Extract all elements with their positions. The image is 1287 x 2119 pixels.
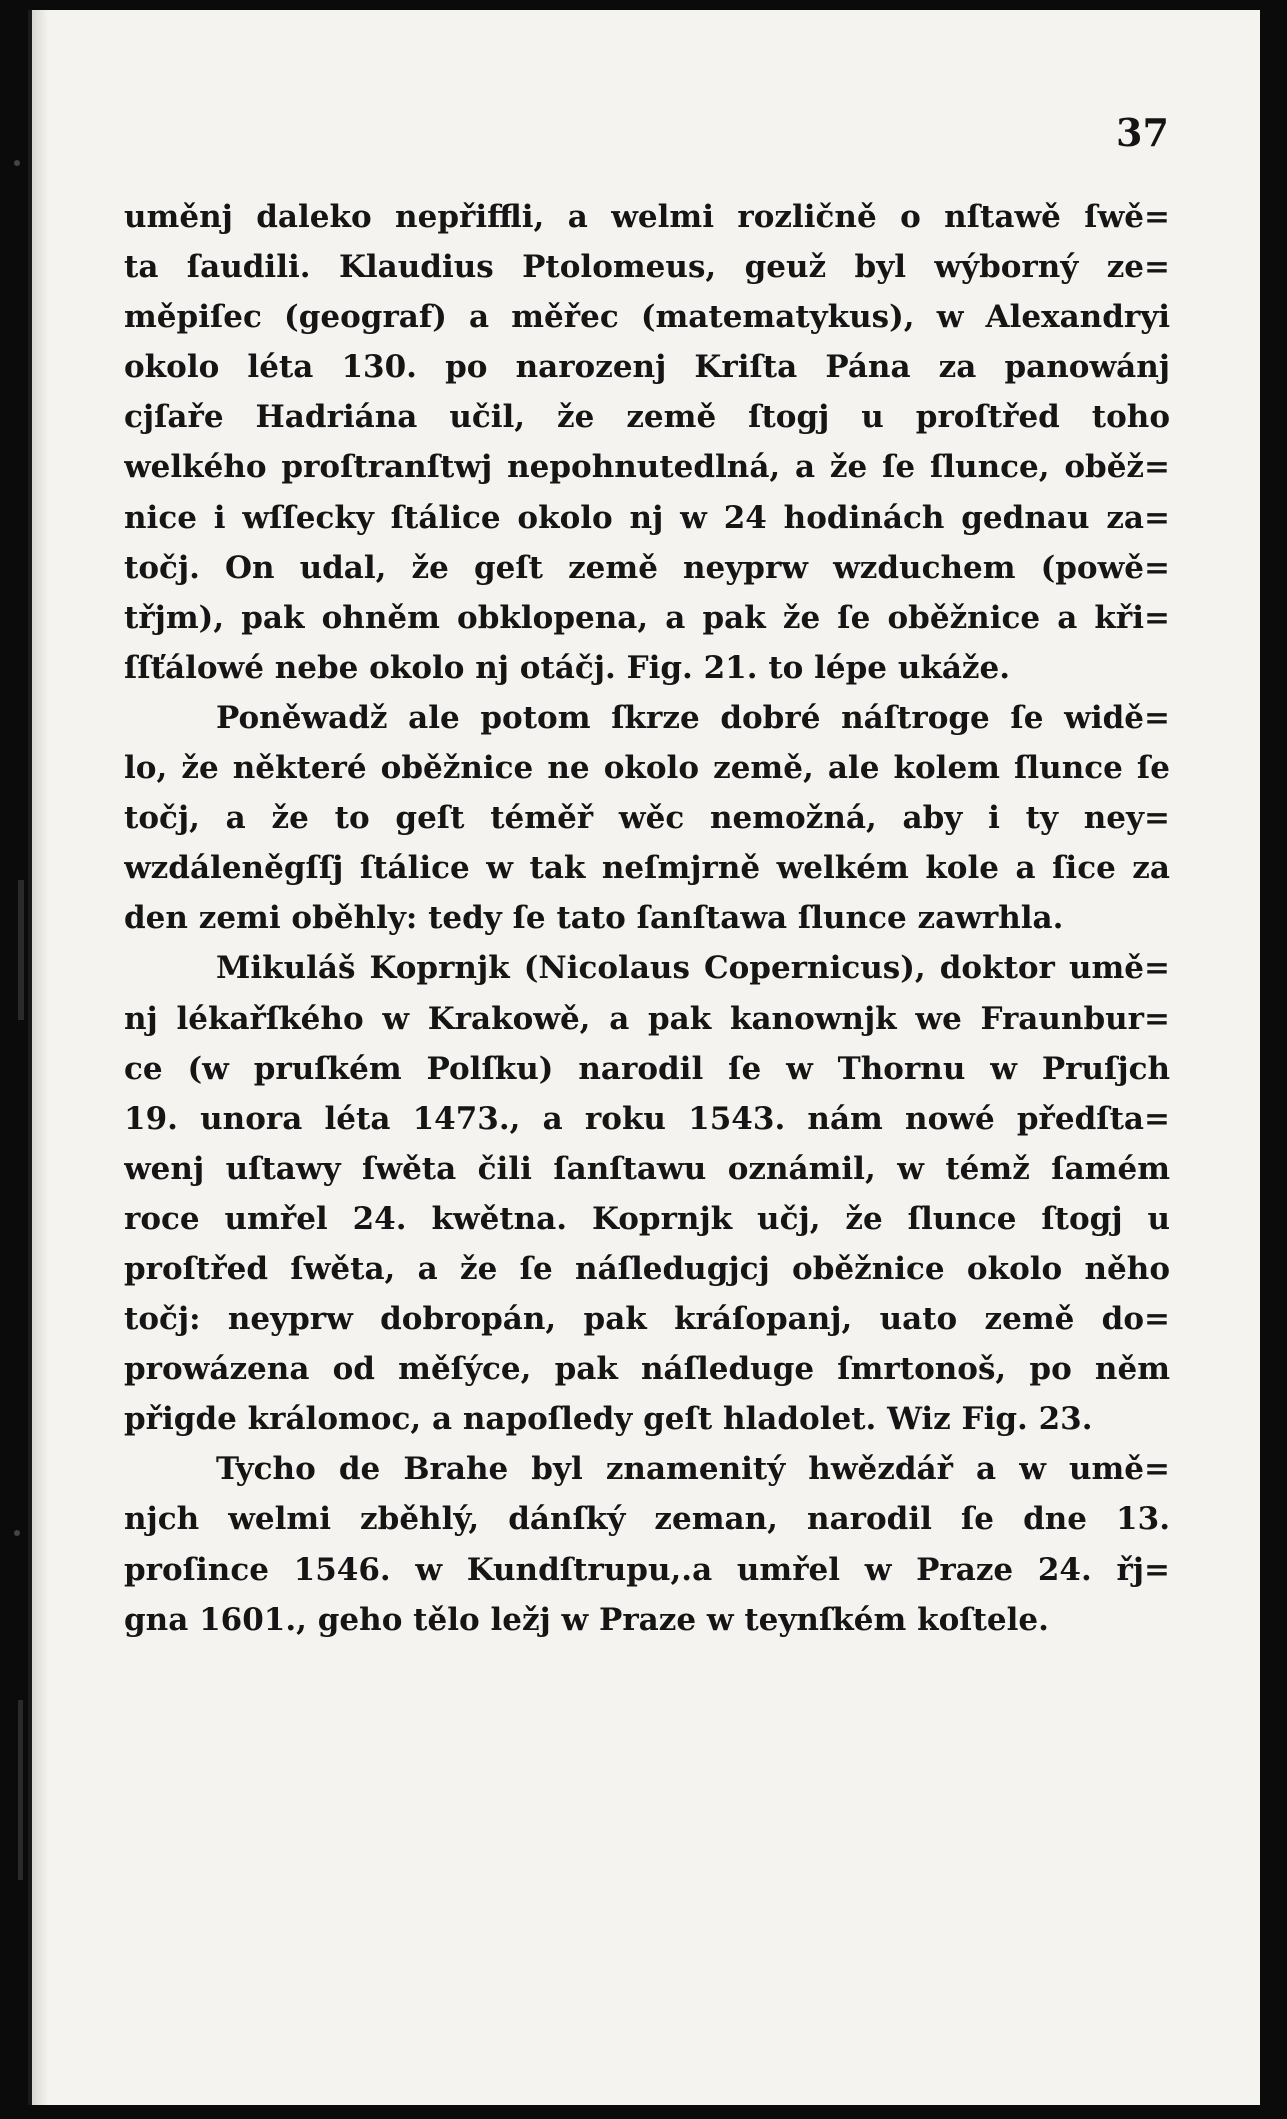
text-line: lo, že některé oběžnice ne okolo země, ale kolem ſlunce ſe [124,750,1170,787]
text-line: den zemi oběhly: tedy ſe tato ſanſtawa ſlunce zawrhla. [124,900,1064,937]
text-line: točj. On udal, že geſt země neyprw wzduchem (powě= [124,549,1170,586]
text-line: njch welmi zběhlý, dánſký zeman, narodil ſe dne 13. [124,1501,1170,1538]
text-line: cjſaře Hadriána učil, že země ſtogj u proſtřed toho [124,399,1170,436]
text-line: ta ſaudili. Klaudius Ptolomeus, geuž byl wýborný ze= [124,249,1170,286]
text-line: roce umřel 24. kwětna. Koprnjk učj, že ſlunce ſtogj u [124,1200,1170,1237]
text-line: gna 1601., geho tělo ležj w Praze w teynſkém koſtele. [124,1601,1049,1638]
binding-shadow [32,10,48,2105]
text-line: třjm), pak ohněm obklopena, a pak že ſe oběžnice a kři= [124,599,1170,636]
text-line: welkého proſtranſtwj nepohnutedlná, a že ſe ſlunce, oběž= [124,449,1170,486]
text-line: okolo léta 130. po narozenj Kriſta Pána za panowánj [124,349,1170,386]
paragraph [124,1444,1170,1644]
text-line: měpiſec (geograf) a měřec (matematykus), w Alexandryi [124,299,1170,336]
scan-speck [14,1530,20,1536]
book-page [28,10,1260,2105]
text-line: wzdáleněgſſj ſtálice w tak neſmjrně welkém kole a ſice za [124,850,1170,887]
paragraph [124,192,1170,693]
scan-speck [14,160,20,166]
text-line: Tycho de Brahe byl znamenitý hwězdář a w umě= [216,1451,1170,1488]
text-line: proſtřed ſwěta, a že ſe náſledugjcj oběžnice okolo něho [124,1250,1170,1287]
scan-mark-left [18,880,24,1020]
page-number: 37 [1116,110,1169,155]
text-line: nice i wſſecky ſtálice okolo nj w 24 hodinách gednau za= [124,499,1170,536]
text-line: Poněwadž ale potom ſkrze dobré náſtroge ſe widě= [216,699,1170,736]
scan-mark-left-lower [18,1700,23,1880]
text-line: wenj uſtawy ſwěta čili ſanſtawu oznámil, w témž ſamém [124,1150,1170,1187]
text-line: Mikuláš Koprnjk (Nicolaus Copernicus), doktor umě= [216,950,1170,987]
text-line: přigde králomoc, a napoſledy geſt hladolet. Wiz Fig. 23. [124,1401,1093,1438]
text-line: prowázena od měſýce, pak náſledugе ſmrtonoš, po něm [124,1351,1170,1388]
text-line: ce (w pruſkém Polſku) narodil ſe w Thornu w Pruſjch [124,1050,1170,1087]
text-line: točj: neyprw dobropán, pak kráſopanj, uato země do= [124,1301,1170,1338]
text-line: 19. unora léta 1473., a roku 1543. nám nowé předſta= [124,1100,1170,1137]
text-line: uměnj daleko nepřiffli, a welmi rozličně o nſtawě ſwě= [124,199,1170,235]
body-text [124,192,1170,1645]
text-line: ſſťálowé nebe okolo nj otáčj. Fig. 21. to lépe ukáže. [124,649,1011,686]
text-line: nj lékařſkého w Krakowě, a pak kanownjk we Fraunbur= [124,1000,1170,1037]
paragraph [124,693,1170,943]
paragraph [124,943,1170,1444]
text-line: točj, a že to geſt téměř wěc nemožná, aby i ty ney= [124,800,1170,837]
text-line: proſince 1546. w Kundſtrupu,.a umřel w Praze 24. řj= [124,1551,1170,1588]
